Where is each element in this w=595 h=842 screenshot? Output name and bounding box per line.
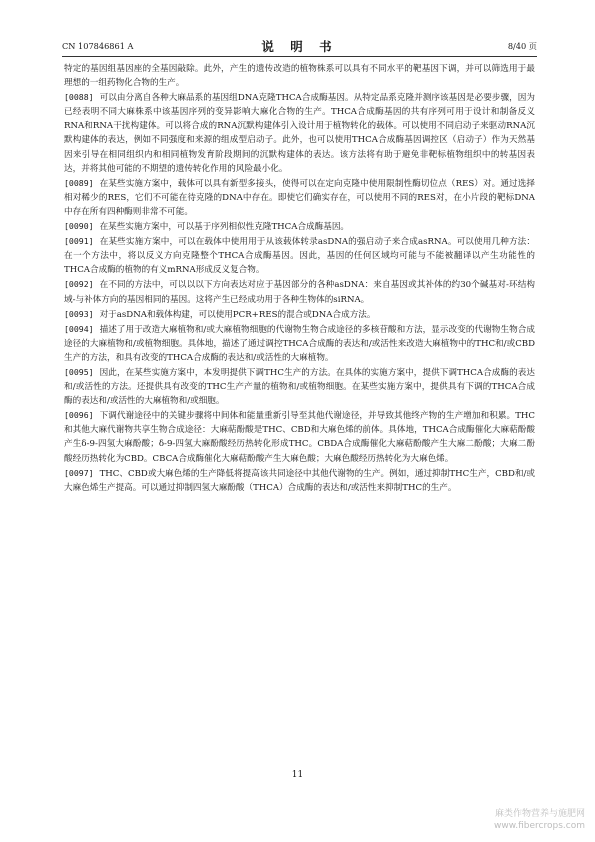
- paragraph: [64, 234, 535, 277]
- paragraph-number: [0095]: [64, 366, 94, 377]
- watermark-url: www.fibercrops.com: [494, 821, 585, 831]
- paragraph-text: 在某些实施方案中，载体可以具有新型多接头，使得可以在定向克隆中使用限制性酶切位点（RES）对。通过选择相对稀少的RES，它们不可能在待克隆的DNA中存在。即使它们确实存在，可以使用不同的RES对，在小片段的靶标DNA中存在所有四种酶则非常不可能。: [64, 178, 535, 217]
- paragraph-text: 在某些实施方案中，可以在载体中使用用于从该载体转录asDNA的强启动子来合成asRNA。可以使用几种方法：在一个方法中，将以反义方向克隆整个THCA合成酶基因。因此，基因的任何区域均可能与不能被翻译以产生功能性的THCA合成酶的植物的有义mRNA形成反义复合物。: [64, 237, 535, 276]
- paragraph-number: [0096]: [64, 410, 94, 421]
- paragraph-number: [0093]: [64, 308, 94, 319]
- paragraph: [64, 466, 535, 495]
- paragraph-text: 下调代谢途径中的关键步骤将中间体和能量重新引导至其他代谢途径，并导致其他终产物的生产增加和积累。THC和其他大麻代谢物共享生物合成途径：大麻萜酚酸是THC、CBD和大麻色烯的前体。具体地，THCA合成酶催化大麻萜酚酸产生δ-9-四氢大麻酚酸；δ-9-四氢大麻酚酸经历热转化形成THC。CBDA合成酶催化大麻萜酚酸产生大麻二酚酸；大麻二酚酸经历热转化为CBD。CBCA合成酶催化大麻萜酚酸产生大麻色酸；大麻色酸经历热转化为大麻色烯。: [64, 411, 535, 464]
- paragraph-number: [0091]: [64, 236, 94, 247]
- paragraph-text: 特定的基因组基因座的全基因敲除。此外，产生的遗传改造的植物株系可以具有不同水平的靶基因下调，并可以筛选用于最理想的一组药物化合物的生产。: [64, 64, 535, 89]
- paragraph: [64, 322, 535, 365]
- paragraph-number: [0097]: [64, 467, 94, 478]
- paragraph: [64, 90, 535, 176]
- paragraph-number: [0092]: [64, 279, 94, 290]
- paragraph-text: 在不同的方法中，可以以以下方向表达对应于基因部分的各种asDNA：来自基因或其补体的约30个碱基对-环结构域-与补体方向的基因相同的基因。这将产生已经成功用于各种生物体的siRNA。: [64, 280, 535, 305]
- paragraph: [64, 307, 535, 322]
- paragraph: [64, 176, 535, 219]
- paragraph-number: [0089]: [64, 177, 94, 188]
- paragraph-text: 因此，在某些实施方案中，本发明提供下调THC生产的方法。在具体的实施方案中，提供下调THCA合成酶的表达和/或活性的方法。还提供具有改变的THC生产产量的植物和/或植物细胞。在某些实施方案中，提供具有下调的THCA合成酶的表达和/或活性的大麻植物和/或细胞。: [64, 367, 535, 407]
- header-rule: [62, 56, 537, 57]
- page-indicator: 8/40 页: [507, 41, 537, 51]
- document-body: [64, 62, 535, 495]
- watermark-site-name: 麻类作物营养与施肥网: [494, 809, 585, 819]
- paragraph: [64, 408, 535, 465]
- paragraph: [64, 62, 535, 90]
- paragraph-number: [0090]: [64, 221, 94, 232]
- page-header: [62, 38, 537, 54]
- paragraph: [64, 277, 535, 306]
- page-number: 11: [291, 770, 304, 780]
- paragraph-number: [0094]: [64, 323, 94, 334]
- patent-number: CN 107846861 A: [62, 41, 134, 51]
- paragraph-text: 描述了用于改造大麻植物和/或大麻植物细胞的代谢物生物合成途径的多核苷酸和方法，显示改变的代谢物生物合成途径的大麻植物和/或植物细胞。具体地，描述了通过调控THCA合成酶的表达和/或活性来改造大麻植物中的THC和/或CBD生产的方法，和具有改变的THCA合成酶的表达和/或活性的大麻植物。: [64, 324, 535, 363]
- paragraph: [64, 365, 535, 408]
- paragraph-text: 可以由分离自各种大麻品系的基因组DNA克隆THCA合成酶基因。从特定品系克隆并测序该基因是必要步骤，因为已经表明不同大麻株系中该基因序列的变异影响大麻化合物的生产。THCA合成酶基因的共有序列可用于设计和制备反义RNA和RNA干扰构建体。可以将合成的RNA沉默构建体引入设计用于植物转化的载体。可以使用不同启动子来驱动RNA沉默构建体的表达，例如不同强度和来源的组成型启动子。此外，也可以使用THCA合成酶基因调控区（启动子）作为天然基因来引导在相同组织内和相同植物发育阶段期间的沉默构建体的表达。该方法将有助于避免非靶标植物组织中的转基因表达，并将其他可能的不期望的遗传转化作用的风险最小化。: [64, 93, 535, 174]
- document-title: 说 明 书: [261, 39, 338, 54]
- paragraph-text: THC、CBD或大麻色烯的生产降低将提高该共同途径中其他代谢物的生产。例如，通过抑制THC生产，CBD和/或大麻色烯生产提高。可以通过抑制四氢大麻酚酸（THCA）合成酶的表达和/或活性来抑制THC的生产。: [64, 468, 535, 493]
- paragraph: [64, 219, 535, 234]
- site-watermark: [494, 808, 585, 832]
- paragraph-text: 对于asDNA和载体构建，可以使用PCR+RES的混合或DNA合成方法。: [99, 309, 376, 320]
- paragraph-number: [0088]: [64, 92, 94, 103]
- paragraph-text: 在某些实施方案中，可以基于序列相似性克隆THCA合成酶基因。: [99, 222, 350, 233]
